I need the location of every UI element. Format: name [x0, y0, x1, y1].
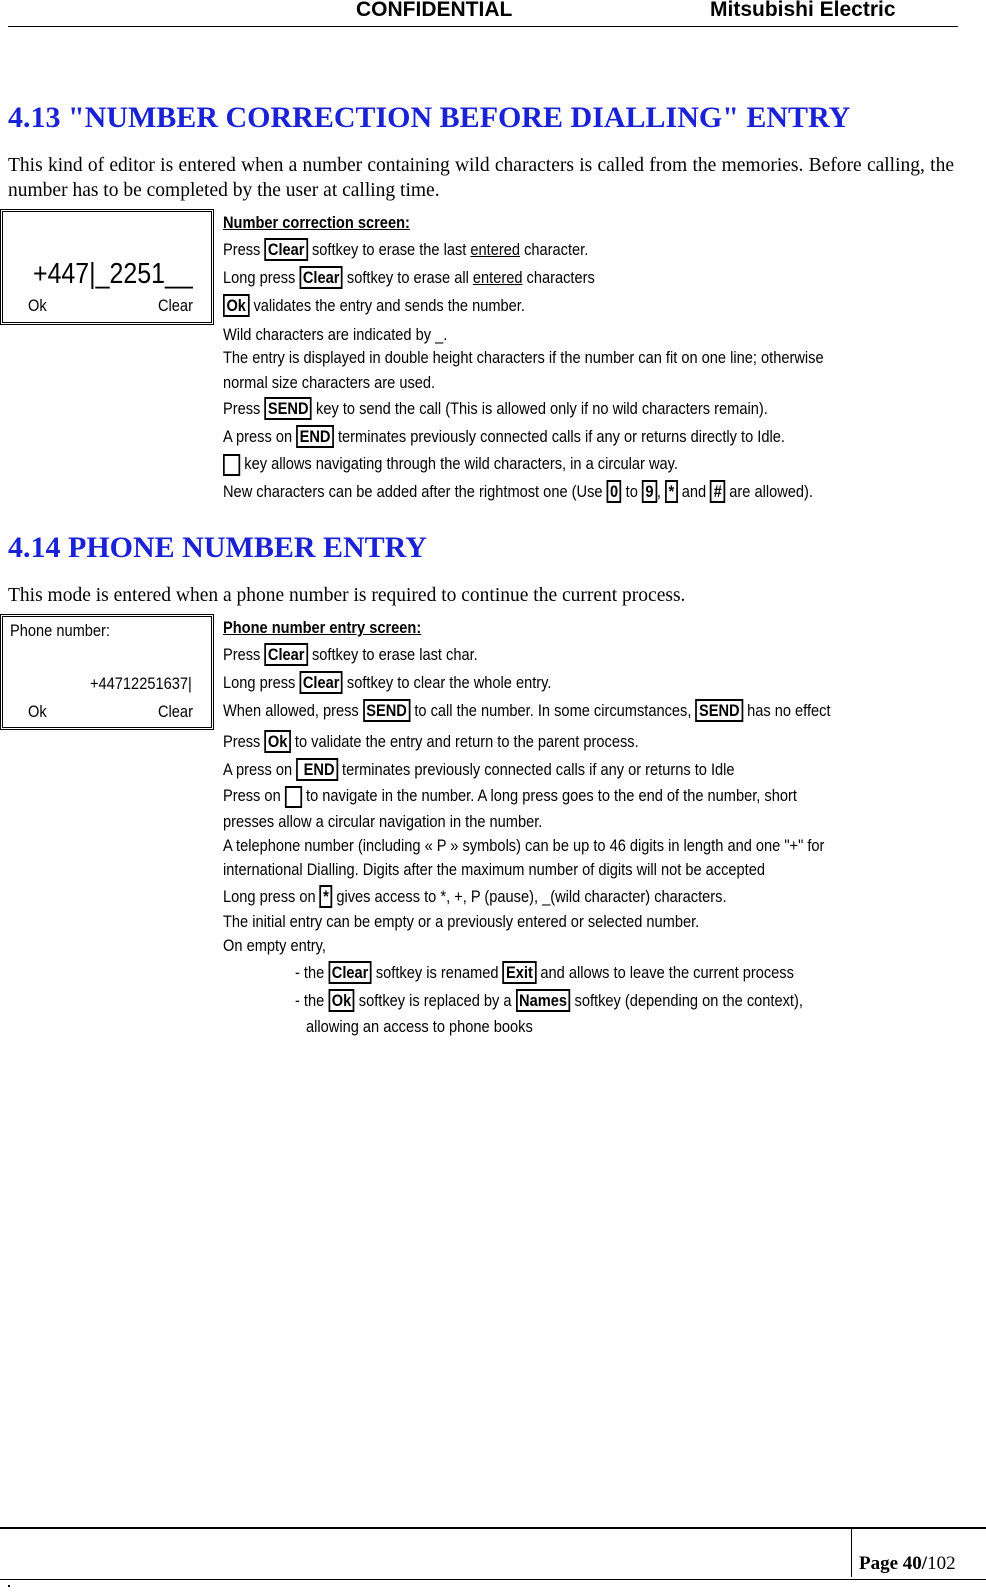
section-intro-4-14: This mode is entered when a phone number is required to continue the current process.: [8, 585, 686, 606]
note-line: A press on END terminates previously connected calls if any or returns directly to Idle.: [223, 427, 785, 446]
key-hash: #: [710, 480, 725, 503]
confidential-label: CONFIDENTIAL: [356, 0, 513, 21]
note-line: New characters can be added after the rightmost one (Use 0 to 9 , * and # are allowed).: [223, 482, 813, 501]
note-line: A press on END terminates previously connected calls if any or returns to Idle: [223, 760, 735, 779]
key-names: Names: [516, 989, 571, 1012]
note-line: Press Clear softkey to erase last char.: [223, 645, 478, 664]
phone-number-screen: [0, 614, 214, 730]
softkey-ok[interactable]: Ok: [28, 702, 47, 721]
note-line: Long press Clear softkey to erase all entered characters: [223, 268, 595, 287]
key-exit: Exit: [503, 961, 537, 984]
company-name: Mitsubishi Electric: [710, 0, 896, 21]
note-line: When allowed, press SEND to call the number. In some circumstances, SEND has no effect: [223, 701, 831, 720]
softkey-ok[interactable]: Ok: [28, 296, 47, 315]
note-line: The initial entry can be empty or a previously entered or selected number.: [223, 912, 700, 931]
note-line: On empty entry,: [223, 936, 326, 955]
notes-title-4-14: Phone number entry screen:: [223, 618, 422, 637]
note-line: normal size characters are used.: [223, 373, 436, 392]
section-heading-4-13: 4.13 "NUMBER CORRECTION BEFORE DIALLING" ENTRY: [8, 101, 851, 134]
key-send: SEND: [696, 699, 744, 722]
footer-mark: [8, 1585, 10, 1587]
note-line: Ok validates the entry and sends the number.: [223, 294, 525, 317]
note-line: presses allow a circular navigation in the number.: [223, 812, 543, 831]
key-ok: Ok: [328, 989, 354, 1012]
key-star: *: [665, 480, 678, 503]
note-line: Wild characters are indicated by _.: [223, 325, 448, 344]
note-line: Press Ok to validate the entry and return to the parent process.: [223, 732, 639, 751]
key-end: END: [296, 758, 338, 781]
key-clear: Clear: [299, 266, 342, 289]
screen-number-display: +44712251637|: [90, 674, 192, 693]
key-send: SEND: [264, 397, 312, 420]
key-ok: Ok: [223, 294, 249, 317]
footer-divider: [851, 1527, 852, 1577]
screen-label: Phone number:: [10, 621, 110, 640]
screen-number-display: +447|_2251__: [33, 258, 193, 290]
key-clear: Clear: [299, 671, 342, 694]
key-send: SEND: [363, 699, 411, 722]
note-line: Press Clear softkey to erase the last entered character.: [223, 240, 589, 259]
key-clear: Clear: [264, 238, 307, 261]
note-line: Press on to navigate in the number. A long press goes to the end of the number, short: [223, 785, 797, 808]
note-line: Long press on * gives access to *, +, P (pause), _(wild character) characters.: [223, 887, 727, 906]
key-end: END: [296, 425, 334, 448]
key-0: 0: [607, 480, 622, 503]
header-rule: [8, 26, 958, 27]
note-line: allowing an access to phone books: [306, 1017, 533, 1036]
section-intro-4-13: This kind of editor is entered when a number containing wild characters is called from the memories. Before calling, the number has to be completed by the user at calling time.: [8, 155, 954, 201]
key-ok: Ok: [264, 730, 290, 753]
note-line: A telephone number (including « P » symbols) can be up to 46 digits in length and one "+" for: [223, 836, 825, 855]
note-line: Long press Clear softkey to clear the whole entry.: [223, 673, 552, 692]
notes-title-4-13: Number correction screen:: [223, 213, 410, 232]
key-star: *: [320, 885, 333, 908]
key-9: 9: [642, 480, 657, 503]
section-heading-4-14: 4.14 PHONE NUMBER ENTRY: [8, 531, 427, 564]
note-line: - the Ok softkey is replaced by a Names softkey (depending on the context),: [295, 991, 803, 1010]
nav-key-icon: [285, 786, 302, 808]
page-number: Page 40/102: [859, 1553, 956, 1574]
softkey-clear[interactable]: Clear: [158, 296, 193, 315]
nav-key-icon: [223, 454, 240, 476]
key-clear: Clear: [264, 643, 307, 666]
note-line: The entry is displayed in double height characters if the number can fit on one line; otherwise: [223, 348, 824, 367]
footer-box: [0, 1527, 986, 1580]
note-line: key allows navigating through the wild characters, in a circular way.: [223, 453, 678, 476]
softkey-clear[interactable]: Clear: [158, 702, 193, 721]
note-line: - the Clear softkey is renamed Exit and allows to leave the current process: [295, 963, 794, 982]
key-clear: Clear: [328, 961, 371, 984]
note-line: international Dialling. Digits after the maximum number of digits will not be accepted: [223, 860, 766, 879]
number-correction-screen: [0, 209, 214, 325]
note-line: Press SEND key to send the call (This is allowed only if no wild characters remain).: [223, 399, 768, 418]
